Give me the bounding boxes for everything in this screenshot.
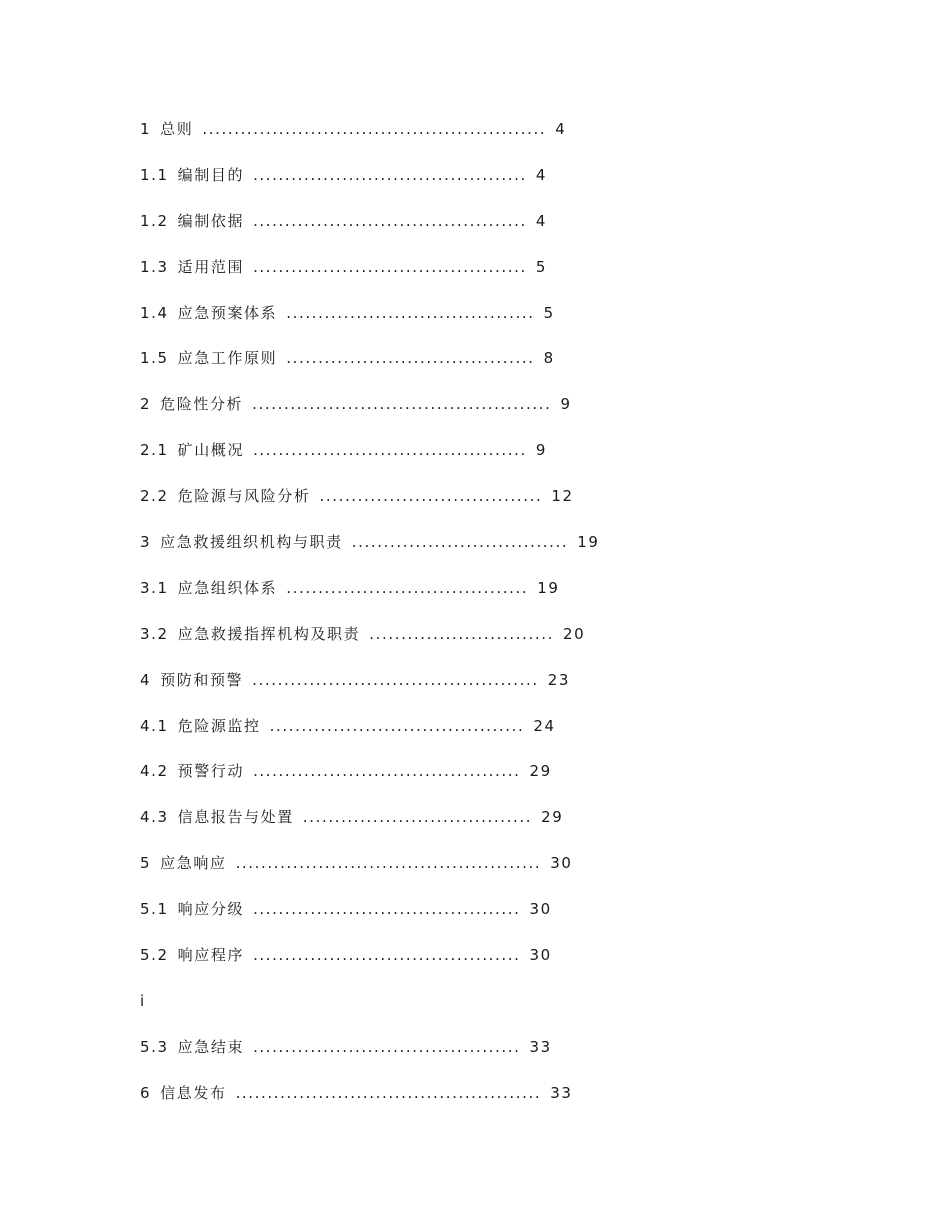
toc-entry-page: 33 (529, 1037, 552, 1056)
toc-entry-leader: ...................................... (286, 578, 529, 597)
toc-entry-page: 30 (529, 900, 552, 919)
toc-entry[interactable] (140, 209, 600, 255)
toc-entry[interactable] (140, 255, 600, 301)
toc-entry-title: 危险源与风险分析 (177, 487, 311, 506)
toc-entry[interactable] (140, 163, 600, 209)
toc-entry-number: 3 (140, 533, 152, 552)
toc-entry-title: 应急结束 (177, 1037, 245, 1056)
toc-entry-title: 预警行动 (177, 762, 245, 781)
toc-entry-page: 5 (543, 303, 555, 322)
toc-entry-leader: .......................................... (253, 1037, 521, 1056)
toc-entry[interactable] (140, 1035, 600, 1081)
toc-entry-page: 4 (535, 165, 548, 184)
toc-entry[interactable] (140, 805, 600, 851)
toc-entry-leader: .......................................... (253, 762, 521, 781)
toc-entry[interactable] (140, 530, 600, 576)
toc-entry-leader: ........................................ (269, 716, 525, 735)
toc-entry-title: 应急工作原则 (177, 349, 278, 368)
toc-entry-title: 响应程序 (177, 946, 245, 965)
toc-entry[interactable] (140, 759, 600, 805)
toc-entry-number: 3.2 (140, 624, 169, 643)
toc-entry-number: 1.4 (140, 303, 169, 322)
toc-entry-page: 29 (541, 808, 564, 827)
toc-entry-page: 19 (537, 578, 560, 597)
toc-entry-number: 1.1 (140, 165, 169, 184)
toc-entry[interactable] (140, 622, 600, 668)
toc-entry-title: 信息报告与处置 (177, 808, 294, 827)
toc-entry-leader: .................................... (302, 808, 533, 827)
toc-entry-page: 30 (550, 854, 573, 873)
toc-entry-page: 5 (535, 257, 548, 276)
toc-entry-page: 9 (535, 441, 548, 460)
toc-entry-page: 24 (533, 716, 556, 735)
toc-entry-number: 4.3 (140, 808, 169, 827)
toc-entry-page: 9 (560, 395, 572, 414)
toc-entry-number: 2.2 (140, 487, 169, 506)
toc-entry-title: 适用范围 (177, 257, 245, 276)
toc-entry-number: 2.1 (140, 441, 169, 460)
toc-entry-leader: ........................................... (253, 257, 527, 276)
page-number-marker: i (140, 991, 145, 1010)
toc-entry-number: 2 (140, 395, 152, 414)
toc-entry-leader: .......................................... (253, 946, 521, 965)
toc-entry-number: 4 (140, 670, 152, 689)
toc-entry-page: 12 (551, 487, 574, 506)
toc-entry-title: 预防和预警 (160, 670, 244, 689)
toc-entry-page: 4 (535, 211, 548, 230)
toc-entry[interactable] (140, 576, 600, 622)
toc-entry-number: 1 (140, 120, 152, 138)
toc-entry-leader: ............................. (369, 624, 554, 643)
toc-entry-leader: ................................................ (235, 1083, 542, 1102)
toc-entry-leader: ................................... (319, 487, 543, 506)
toc-entry[interactable] (140, 897, 600, 943)
toc-entry[interactable] (140, 392, 600, 438)
toc-entry-number: 5 (140, 854, 152, 873)
toc-entry-leader: ........................................... (253, 165, 527, 184)
toc-entry-title: 应急预案体系 (177, 303, 278, 322)
toc-entry[interactable] (140, 714, 600, 760)
toc-entry-number: 4.2 (140, 762, 169, 781)
toc-entry-title: 应急组织体系 (177, 578, 278, 597)
toc-entry[interactable] (140, 943, 600, 989)
toc-entry-title: 编制目的 (177, 165, 245, 184)
toc-entry-leader: ...................................................... (202, 120, 547, 138)
toc-entry-leader: ............................................... (252, 395, 552, 414)
toc-entry[interactable] (140, 851, 600, 897)
toc-entry-page: 23 (547, 670, 571, 689)
toc-entry-leader: ........................................... (253, 211, 527, 230)
toc-entry-number: 1.5 (140, 349, 169, 368)
toc-entry[interactable] (140, 117, 600, 163)
toc-entry-leader: ............................................. (252, 670, 539, 689)
toc-entry-leader: ....................................... (286, 303, 535, 322)
toc-entry-title: 矿山概况 (177, 441, 245, 460)
toc-entry-number: 5.3 (140, 1037, 169, 1056)
toc-entry-page: 29 (529, 762, 552, 781)
toc-entry-page: 30 (529, 946, 552, 965)
table-of-contents (140, 117, 600, 1127)
toc-entry[interactable] (140, 1081, 600, 1127)
toc-entry-leader: .................................. (351, 533, 569, 552)
toc-entry-leader: ....................................... (286, 349, 535, 368)
toc-entry-title: 危险性分析 (160, 395, 244, 414)
toc-entry-page: 4 (555, 120, 567, 138)
toc-entry-title: 应急响应 (160, 854, 227, 873)
toc-entry-number: 4.1 (140, 716, 169, 735)
toc-entry-page: 33 (550, 1083, 573, 1102)
toc-entry-page: 19 (577, 533, 600, 552)
toc-entry[interactable] (140, 484, 600, 530)
toc-entry-title: 应急救援组织机构与职责 (160, 533, 343, 552)
toc-entry-leader: ........................................... (253, 441, 527, 460)
toc-entry[interactable] (140, 668, 600, 714)
toc-entry-title: 响应分级 (177, 900, 245, 919)
toc-entry-leader: ................................................ (235, 854, 542, 873)
toc-entry-title: 编制依据 (177, 211, 245, 230)
toc-entry-number: 3.1 (140, 578, 169, 597)
toc-entry-number: 1.2 (140, 211, 169, 230)
toc-entry-leader: .......................................... (253, 900, 521, 919)
toc-entry-title: 应急救援指挥机构及职责 (177, 624, 361, 643)
toc-entry-page: 20 (562, 624, 586, 643)
toc-entry-title: 信息发布 (160, 1083, 227, 1102)
toc-entry-number: 1.3 (140, 257, 169, 276)
toc-entry[interactable] (140, 438, 600, 484)
toc-entry-number: 6 (140, 1083, 152, 1102)
toc-entry-number: 5.2 (140, 946, 169, 965)
toc-entry-number: 5.1 (140, 900, 169, 919)
toc-entry-title: 总则 (160, 120, 194, 138)
toc-entry-page: 8 (543, 349, 555, 368)
toc-entry[interactable] (140, 346, 600, 392)
toc-entry[interactable] (140, 301, 600, 347)
toc-entry-title: 危险源监控 (177, 716, 261, 735)
